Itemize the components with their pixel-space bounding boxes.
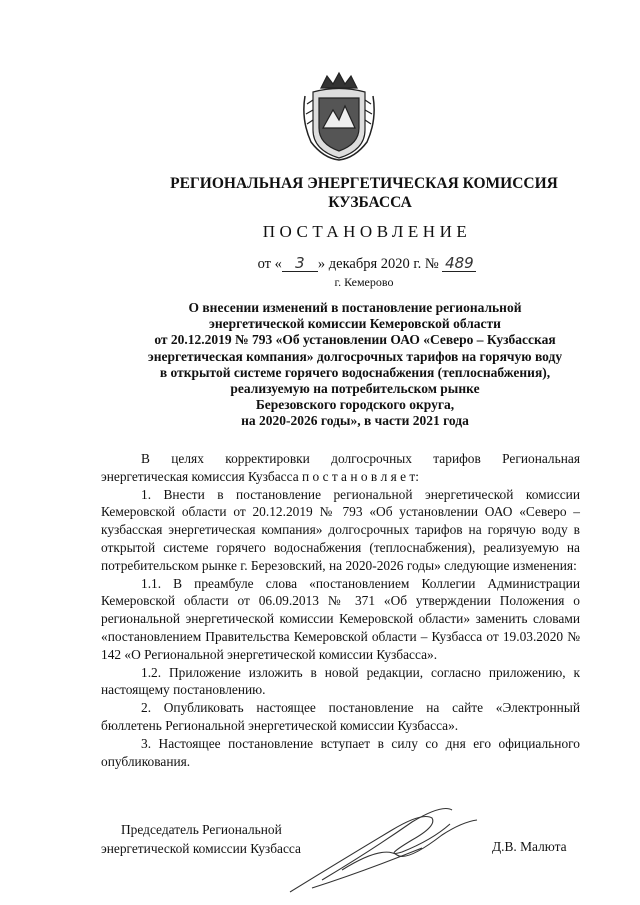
title-line: в открытой системе горячего водоснабжения (теплоснабжения), — [159, 364, 551, 380]
body-paragraph: 1.2. Приложение изложить в новой редакции, согласно приложению, к настоящему постановлению. — [101, 664, 580, 698]
body-paragraph: 1.1. В преамбуле слова «постановлением Коллегии Администрации Кемеровской области от 06.09.2013 № 371 «Об утверждении Положения о региональной энергетической комиссии Кемеровской области» заменить словами «постановлением Правительства Кемеровской области – Кузбасса от 19.03.2020 № 142 «О Региональной энергетической комиссии Кузбасса». — [101, 575, 580, 662]
position-line2: энергетической комиссии Кузбасса — [101, 841, 301, 856]
title-line: О внесении изменений в постановление региональной — [188, 300, 522, 315]
title-line: от 20.12.2019 № 793 «Об установлении ОАО «Северо – Кузбасская — [154, 332, 556, 348]
coat-of-arms-emblem — [299, 70, 379, 162]
document-body — [101, 450, 580, 770]
body-paragraph: В целях корректировки долгосрочных тарифов Региональная энергетическая комиссия Кузбасса п о с т а н о в л я е т: — [101, 451, 580, 484]
document-date-line — [0, 256, 640, 273]
body-paragraph: 2. Опубликовать настоящее постановление на сайте «Электронный бюллетень Региональной энергетической комиссии Кузбасса». — [101, 700, 580, 733]
title-line: энергетической комиссии Кемеровской области — [209, 316, 501, 332]
date-middle: » декабря 2020 г. № — [317, 256, 439, 272]
handwritten-document-number: 489 — [442, 256, 476, 272]
organization-name-line2: КУЗБАССА — [328, 194, 412, 211]
document-title — [105, 300, 605, 430]
title-line: на 2020-2026 годы», в части 2021 года — [241, 413, 469, 429]
city-name: г. Кемерово — [334, 275, 394, 289]
title-line: энергетическая компания» долгосрочных тарифов на горячую воду — [147, 348, 563, 364]
signatory-position — [101, 820, 301, 858]
date-prefix: от « — [257, 256, 282, 272]
title-line: реализуемую на потребительском рынке — [230, 381, 480, 397]
body-paragraph: 1. Внести в постановление региональной энергетической комиссии Кемеровской области от 20.12.2019 № 793 «Об установлении ОАО «Северо – кузбасская энергетическая компания» долгосрочных тарифов на горячую воду в открытой системе горячего водоснабжения (теплоснабжения), реализуемую на потребительском рынке г. Березовский, на 2020-2026 годы» следующие изменения: — [101, 486, 580, 573]
organization-name-line1: РЕГИОНАЛЬНАЯ ЭНЕРГЕТИЧЕСКАЯ КОМИССИЯ — [170, 175, 558, 192]
document-type: ПОСТАНОВЛЕНИЕ — [262, 222, 472, 241]
handwritten-signature — [282, 800, 482, 900]
signatory-name: Д.В. Малюта — [492, 839, 567, 854]
handwritten-day: 3 — [282, 256, 318, 272]
position-line1: Председатель Региональной — [121, 822, 282, 837]
title-line: Березовского городского округа, — [255, 397, 455, 413]
body-paragraph: 3. Настоящее постановление вступает в силу со дня его официального опубликования. — [101, 735, 580, 769]
